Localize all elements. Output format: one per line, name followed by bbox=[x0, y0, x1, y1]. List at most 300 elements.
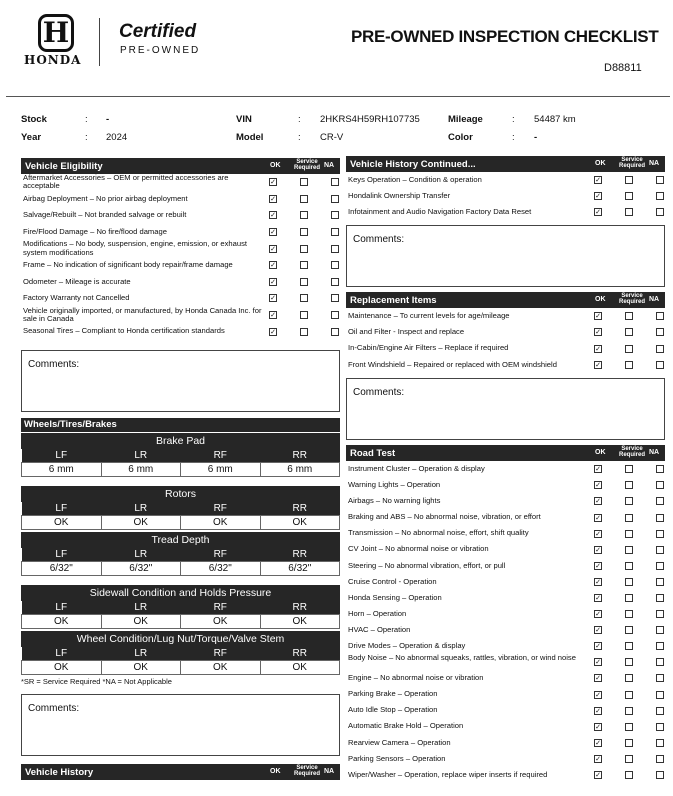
tire-position-label: RF bbox=[181, 548, 261, 562]
ok-checkbox[interactable]: ✓ bbox=[270, 229, 276, 237]
service-required-checkbox[interactable] bbox=[625, 691, 633, 699]
ok-checkbox[interactable]: ✓ bbox=[595, 578, 601, 586]
service-required-checkbox[interactable] bbox=[625, 642, 633, 650]
service-required-checkbox[interactable] bbox=[625, 707, 633, 715]
tire-position-label: RF bbox=[181, 449, 261, 463]
tire-position-label: RR bbox=[260, 601, 340, 615]
checklist-item-label: Warning Lights – Operation bbox=[348, 480, 441, 490]
na-checkbox[interactable] bbox=[656, 771, 664, 779]
wheels-header: Wheels/Tires/Brakes bbox=[21, 418, 340, 432]
checklist-row bbox=[21, 323, 340, 340]
service-required-checkbox[interactable] bbox=[625, 658, 633, 666]
ok-checkbox[interactable]: ✓ bbox=[595, 530, 601, 538]
na-checkbox[interactable] bbox=[331, 278, 339, 286]
na-checkbox[interactable] bbox=[331, 195, 339, 203]
checklist-row bbox=[346, 188, 665, 204]
service-required-checkbox[interactable] bbox=[300, 261, 308, 269]
col-ok: OK bbox=[595, 296, 606, 303]
service-required-checkbox[interactable] bbox=[625, 312, 633, 320]
na-checkbox[interactable] bbox=[656, 707, 664, 715]
section-title: Vehicle History Continued... bbox=[350, 159, 476, 170]
service-required-checkbox[interactable] bbox=[300, 228, 308, 236]
ok-checkbox[interactable]: ✓ bbox=[270, 295, 276, 303]
tire-value: 6 mm bbox=[260, 462, 340, 476]
tire-value: OK bbox=[260, 660, 340, 674]
na-checkbox[interactable] bbox=[331, 228, 339, 236]
tire-value: 6/32" bbox=[101, 561, 181, 575]
col-na: NA bbox=[649, 296, 660, 303]
ok-checkbox[interactable]: ✓ bbox=[270, 262, 276, 270]
na-checkbox[interactable] bbox=[656, 546, 664, 554]
service-required-checkbox[interactable] bbox=[625, 481, 633, 489]
service-required-checkbox[interactable] bbox=[300, 178, 308, 186]
section-title: Replacement Items bbox=[350, 295, 437, 306]
pre-owned-label: PRE-OWNED bbox=[120, 45, 201, 56]
colon: : bbox=[85, 114, 88, 125]
col-na: NA bbox=[649, 449, 660, 457]
checklist-row bbox=[346, 735, 665, 751]
checklist-row bbox=[346, 526, 665, 542]
checklist-item-label: Keys Operation – Condition & operation bbox=[348, 174, 482, 184]
checklist-row bbox=[346, 622, 665, 638]
checklist-row bbox=[346, 324, 665, 340]
tire-value: 6/32" bbox=[181, 561, 261, 575]
year-label: Year bbox=[21, 132, 42, 143]
na-checkbox[interactable] bbox=[656, 208, 664, 216]
mileage-value: 54487 km bbox=[534, 114, 576, 125]
ok-checkbox[interactable]: ✓ bbox=[595, 209, 601, 216]
checklist-item-label: Drive Modes – Operation & display bbox=[348, 641, 466, 651]
service-required-checkbox[interactable] bbox=[625, 674, 633, 682]
checklist-row bbox=[346, 767, 665, 783]
col-ok: OK bbox=[270, 162, 281, 169]
ok-checkbox[interactable]: ✓ bbox=[595, 643, 601, 651]
tire-value: OK bbox=[22, 614, 102, 628]
tire-value: OK bbox=[181, 515, 261, 529]
service-required-checkbox[interactable] bbox=[625, 578, 633, 586]
wheel-condition-title: Wheel Condition/Lug Nut/Torque/Valve Stem bbox=[21, 631, 340, 647]
ok-checkbox[interactable]: ✓ bbox=[595, 177, 601, 184]
na-checkbox[interactable] bbox=[656, 626, 664, 634]
service-required-checkbox[interactable] bbox=[625, 328, 633, 336]
service-required-checkbox[interactable] bbox=[625, 465, 633, 473]
vin-value: 2HKRS4H59RH107735 bbox=[320, 114, 420, 125]
ok-checkbox[interactable]: ✓ bbox=[595, 707, 601, 715]
tire-position-label: LF bbox=[22, 502, 102, 516]
checklist-row bbox=[21, 207, 340, 224]
ok-checkbox[interactable]: ✓ bbox=[270, 179, 276, 187]
tire-position-label: LR bbox=[101, 502, 181, 516]
ok-checkbox[interactable]: ✓ bbox=[595, 723, 601, 731]
tire-value: OK bbox=[101, 614, 181, 628]
service-required-checkbox[interactable] bbox=[625, 739, 633, 747]
checklist-item-label: Fire/Flood Damage – No fire/flood damage bbox=[23, 226, 167, 236]
ok-checkbox[interactable]: ✓ bbox=[595, 594, 601, 602]
checklist-row bbox=[346, 687, 665, 703]
vin-label: VIN bbox=[236, 114, 252, 125]
ok-checkbox[interactable]: ✓ bbox=[595, 611, 601, 619]
section-title: Road Test bbox=[350, 448, 396, 460]
col-service-required: Service Required bbox=[618, 446, 645, 459]
ok-checkbox[interactable]: ✓ bbox=[270, 278, 276, 286]
checklist-row bbox=[346, 654, 665, 670]
ok-checkbox[interactable]: ✓ bbox=[270, 312, 276, 320]
right-column bbox=[346, 156, 665, 783]
ok-checkbox[interactable]: ✓ bbox=[595, 755, 601, 763]
section-header-history bbox=[21, 764, 340, 780]
logo-divider bbox=[99, 18, 100, 66]
eligibility-list bbox=[21, 174, 340, 340]
service-required-checkbox[interactable] bbox=[625, 562, 633, 570]
ok-checkbox[interactable]: ✓ bbox=[595, 313, 601, 321]
comments-label: Comments: bbox=[28, 358, 80, 370]
na-checkbox[interactable] bbox=[656, 755, 664, 763]
service-required-checkbox[interactable] bbox=[300, 311, 308, 319]
na-checkbox[interactable] bbox=[656, 465, 664, 473]
tire-value: 6 mm bbox=[22, 462, 102, 476]
service-required-checkbox[interactable] bbox=[625, 610, 633, 618]
brake-pad-title: Brake Pad bbox=[21, 433, 340, 449]
service-required-checkbox[interactable] bbox=[300, 278, 308, 286]
col-ok: OK bbox=[595, 160, 606, 167]
checklist-row bbox=[21, 224, 340, 241]
service-required-checkbox[interactable] bbox=[625, 176, 633, 184]
col-na: NA bbox=[324, 767, 335, 775]
tire-value: OK bbox=[22, 660, 102, 674]
checklist-row bbox=[346, 461, 665, 477]
checklist-item-label: Parking Brake – Operation bbox=[348, 689, 438, 699]
year-value: 2024 bbox=[106, 132, 128, 143]
service-required-checkbox[interactable] bbox=[625, 208, 633, 216]
col-service-required: Service Required bbox=[293, 764, 320, 777]
history-continued-list bbox=[346, 172, 665, 220]
sidewall-title: Sidewall Condition and Holds Pressure bbox=[21, 585, 340, 601]
checklist-row bbox=[346, 719, 665, 735]
ok-checkbox[interactable]: ✓ bbox=[595, 772, 601, 780]
na-checkbox[interactable] bbox=[656, 578, 664, 586]
tire-position-label: RR bbox=[260, 548, 340, 562]
ok-checkbox[interactable]: ✓ bbox=[595, 466, 601, 474]
comments-box-replacement[interactable] bbox=[346, 378, 665, 440]
checklist-row bbox=[21, 290, 340, 307]
checklist-item-label: Body Noise – No abnormal squeaks, rattles, vibration, or wind noise bbox=[348, 652, 576, 662]
ok-checkbox[interactable]: ✓ bbox=[270, 195, 276, 203]
checklist-row bbox=[346, 542, 665, 558]
tire-position-label: RR bbox=[260, 647, 340, 661]
road-test-list bbox=[346, 461, 665, 783]
na-checkbox[interactable] bbox=[656, 610, 664, 618]
checklist-item-label: Odometer – Mileage is accurate bbox=[23, 276, 131, 286]
tire-value: OK bbox=[181, 614, 261, 628]
color-label: Color bbox=[448, 132, 473, 143]
na-checkbox[interactable] bbox=[656, 739, 664, 747]
na-checkbox[interactable] bbox=[331, 261, 339, 269]
checklist-row bbox=[346, 341, 665, 357]
section-title: Vehicle Eligibility bbox=[25, 161, 103, 172]
na-checkbox[interactable] bbox=[656, 674, 664, 682]
service-required-checkbox[interactable] bbox=[625, 771, 633, 779]
section-header-replacement bbox=[346, 292, 665, 308]
checklist-item-label: Vehicle originally imported, or manufactured, by Honda Canada Inc. for sale in Canada bbox=[23, 305, 262, 324]
checklist-item-label: Parking Sensors – Operation bbox=[348, 753, 446, 763]
na-checkbox[interactable] bbox=[656, 345, 664, 353]
colon: : bbox=[512, 114, 515, 125]
checklist-row bbox=[346, 574, 665, 590]
service-required-checkbox[interactable] bbox=[625, 497, 633, 505]
col-service-required: Service Required bbox=[618, 293, 645, 305]
colon: : bbox=[512, 132, 515, 143]
checklist-row bbox=[346, 172, 665, 188]
ok-checkbox[interactable]: ✓ bbox=[595, 562, 601, 570]
na-checkbox[interactable] bbox=[656, 642, 664, 650]
checklist-row bbox=[346, 477, 665, 493]
checklist-row bbox=[21, 307, 340, 324]
service-required-checkbox[interactable] bbox=[625, 361, 633, 369]
na-checkbox[interactable] bbox=[656, 176, 664, 184]
na-checkbox[interactable] bbox=[331, 311, 339, 319]
ok-checkbox[interactable]: ✓ bbox=[595, 362, 601, 370]
tire-position-label: LF bbox=[22, 548, 102, 562]
na-checkbox[interactable] bbox=[656, 312, 664, 320]
na-checkbox[interactable] bbox=[331, 211, 339, 219]
na-checkbox[interactable] bbox=[656, 328, 664, 336]
na-checkbox[interactable] bbox=[331, 328, 339, 336]
service-required-checkbox[interactable] bbox=[300, 294, 308, 302]
checklist-item-label: Horn – Operation bbox=[348, 608, 407, 618]
footnote: *SR = Service Required *NA = Not Applicable bbox=[21, 676, 172, 686]
ok-checkbox[interactable]: ✓ bbox=[595, 659, 601, 667]
col-service-required: Service Required bbox=[618, 157, 645, 169]
comments-label: Comments: bbox=[353, 387, 405, 399]
mileage-label: Mileage bbox=[448, 114, 483, 125]
tire-value: OK bbox=[101, 515, 181, 529]
checklist-row bbox=[346, 509, 665, 525]
comments-box-history[interactable] bbox=[346, 225, 665, 287]
checklist-row bbox=[346, 670, 665, 686]
wheel-condition-table bbox=[21, 647, 340, 675]
tire-value: OK bbox=[22, 515, 102, 529]
model-label: Model bbox=[236, 132, 264, 143]
checklist-item-label: Front Windshield – Repaired or replaced with OEM windshield bbox=[348, 359, 557, 369]
col-ok: OK bbox=[595, 449, 606, 457]
section-header-history-continued bbox=[346, 156, 665, 172]
checklist-row bbox=[346, 204, 665, 220]
checklist-item-label: Braking and ABS – No abnormal noise, vibration, or effort bbox=[348, 512, 541, 522]
comments-box-wheels[interactable] bbox=[21, 694, 340, 756]
checklist-item-label: Wiper/Washer – Operation, replace wiper inserts if required bbox=[348, 769, 548, 779]
ok-checkbox[interactable]: ✓ bbox=[595, 546, 601, 554]
document-id: D88811 bbox=[604, 62, 642, 74]
na-checkbox[interactable] bbox=[656, 691, 664, 699]
checklist-row bbox=[21, 240, 340, 257]
checklist-row bbox=[346, 703, 665, 719]
tire-position-label: RF bbox=[181, 647, 261, 661]
checklist-row bbox=[346, 308, 665, 324]
sidewall-table bbox=[21, 601, 340, 629]
ok-checkbox[interactable]: ✓ bbox=[595, 193, 601, 200]
checklist-row bbox=[346, 590, 665, 606]
checklist-item-label: Rearview Camera – Operation bbox=[348, 737, 451, 747]
checklist-row bbox=[21, 257, 340, 274]
section-header-road-test bbox=[346, 445, 665, 461]
na-checkbox[interactable] bbox=[656, 562, 664, 570]
service-required-checkbox[interactable] bbox=[625, 755, 633, 763]
checklist-item-label: Oil and Filter - Inspect and replace bbox=[348, 327, 465, 337]
checklist-row bbox=[21, 191, 340, 208]
tire-position-label: RR bbox=[260, 449, 340, 463]
checklist-item-label: Salvage/Rebuilt – Not branded salvage or rebuilt bbox=[23, 210, 187, 220]
ok-checkbox[interactable]: ✓ bbox=[595, 627, 601, 635]
ok-checkbox[interactable]: ✓ bbox=[270, 212, 276, 220]
left-column bbox=[21, 158, 340, 780]
checklist-item-label: Maintenance – To current levels for age/mileage bbox=[348, 310, 510, 320]
brake-pad-table bbox=[21, 449, 340, 477]
color-value: - bbox=[534, 132, 538, 143]
checklist-item-label: Infotainment and Audio Navigation Factory Data Reset bbox=[348, 206, 532, 216]
checklist-item-label: Hondalink Ownership Transfer bbox=[348, 190, 451, 200]
header-divider bbox=[6, 96, 670, 97]
stock-value: - bbox=[106, 114, 110, 125]
ok-checkbox[interactable]: ✓ bbox=[595, 482, 601, 490]
service-required-checkbox[interactable] bbox=[300, 328, 308, 336]
ok-checkbox[interactable]: ✓ bbox=[595, 691, 601, 699]
col-na: NA bbox=[649, 160, 660, 167]
comments-label: Comments: bbox=[28, 702, 80, 714]
tire-position-label: LR bbox=[101, 548, 181, 562]
section-header-eligibility bbox=[21, 158, 340, 174]
colon: : bbox=[85, 132, 88, 143]
na-checkbox[interactable] bbox=[656, 497, 664, 505]
stock-label: Stock bbox=[21, 114, 47, 125]
col-ok: OK bbox=[270, 767, 281, 775]
tire-value: 6/32" bbox=[22, 561, 102, 575]
tire-value: 6 mm bbox=[181, 462, 261, 476]
checklist-item-label: Automatic Brake Hold – Operation bbox=[348, 721, 464, 731]
checklist-row bbox=[346, 493, 665, 509]
tire-value: OK bbox=[260, 515, 340, 529]
tire-position-label: LR bbox=[101, 647, 181, 661]
checklist-item-label: CV Joint – No abnormal noise or vibration bbox=[348, 544, 489, 554]
checklist-item-label: HVAC – Operation bbox=[348, 624, 411, 634]
checklist-item-label: Airbag Deployment – No prior airbag deployment bbox=[23, 193, 188, 203]
service-required-checkbox[interactable] bbox=[300, 195, 308, 203]
checklist-item-label: Cruise Control - Operation bbox=[348, 576, 437, 586]
checklist-item-label: Honda Sensing – Operation bbox=[348, 592, 442, 602]
colon: : bbox=[298, 114, 301, 125]
tire-value: OK bbox=[181, 660, 261, 674]
tire-position-label: RF bbox=[181, 601, 261, 615]
service-required-checkbox[interactable] bbox=[300, 245, 308, 253]
checklist-row bbox=[346, 638, 665, 654]
col-service-required: Service Required bbox=[293, 159, 320, 171]
checklist-row bbox=[346, 751, 665, 767]
checklist-item-label: Steering – No abnormal vibration, effort, or pull bbox=[348, 560, 506, 570]
rotors-title: Rotors bbox=[21, 486, 340, 502]
honda-wordmark: HONDA bbox=[24, 53, 82, 67]
checklist-item-label: In-Cabin/Engine Air Filters – Replace if required bbox=[348, 343, 509, 353]
checklist-item-label: Aftermarket Accessories – OEM or permitted accessories are acceptable bbox=[23, 172, 229, 191]
service-required-checkbox[interactable] bbox=[300, 211, 308, 219]
comments-label: Comments: bbox=[353, 234, 405, 245]
na-checkbox[interactable] bbox=[656, 530, 664, 538]
na-checkbox[interactable] bbox=[331, 245, 339, 253]
service-required-checkbox[interactable] bbox=[625, 345, 633, 353]
replacement-list bbox=[346, 308, 665, 373]
ok-checkbox[interactable]: ✓ bbox=[595, 514, 601, 522]
checklist-row bbox=[21, 174, 340, 191]
col-na: NA bbox=[324, 162, 335, 169]
na-checkbox[interactable] bbox=[331, 178, 339, 186]
certified-label: Certified bbox=[119, 21, 197, 42]
colon: : bbox=[298, 132, 301, 143]
service-required-checkbox[interactable] bbox=[625, 192, 633, 200]
na-checkbox[interactable] bbox=[656, 658, 664, 666]
service-required-checkbox[interactable] bbox=[625, 594, 633, 602]
service-required-checkbox[interactable] bbox=[625, 530, 633, 538]
comments-box-eligibility[interactable] bbox=[21, 350, 340, 412]
na-checkbox[interactable] bbox=[656, 481, 664, 489]
checklist-item-label: Engine – No abnormal noise or vibration bbox=[348, 673, 484, 683]
checklist-row bbox=[21, 274, 340, 291]
na-checkbox[interactable] bbox=[331, 294, 339, 302]
tire-position-label: LF bbox=[22, 449, 102, 463]
service-required-checkbox[interactable] bbox=[625, 546, 633, 554]
ok-checkbox[interactable]: ✓ bbox=[270, 245, 276, 253]
na-checkbox[interactable] bbox=[656, 594, 664, 602]
rotors-table bbox=[21, 502, 340, 530]
ok-checkbox[interactable]: ✓ bbox=[595, 329, 601, 337]
service-required-checkbox[interactable] bbox=[625, 514, 633, 522]
checklist-item-label: Modifications – No body, suspension, engine, emission, or exhaust system modifications bbox=[23, 239, 248, 257]
ok-checkbox[interactable]: ✓ bbox=[595, 675, 601, 683]
na-checkbox[interactable] bbox=[656, 361, 664, 369]
tread-depth-title: Tread Depth bbox=[21, 532, 340, 548]
checklist-item-label: Frame – No indication of significant body repair/frame damage bbox=[23, 260, 233, 270]
tire-position-label: LR bbox=[101, 601, 181, 615]
na-checkbox[interactable] bbox=[656, 192, 664, 200]
checklist-item-label: Factory Warranty not Cancelled bbox=[23, 293, 130, 303]
tire-position-label: LF bbox=[22, 601, 102, 615]
honda-h-logo-icon bbox=[38, 14, 74, 52]
ok-checkbox[interactable]: ✓ bbox=[595, 739, 601, 747]
section-title: Vehicle History bbox=[25, 766, 94, 778]
checklist-row bbox=[346, 558, 665, 574]
checklist-item-label: Transmission – No abnormal noise, effort, shift quality bbox=[348, 528, 529, 538]
checklist-item-label: Seasonal Tires – Compliant to Honda certification standards bbox=[23, 326, 225, 336]
ok-checkbox[interactable]: ✓ bbox=[270, 328, 276, 336]
service-required-checkbox[interactable] bbox=[625, 723, 633, 731]
checklist-item-label: Auto Idle Stop – Operation bbox=[348, 705, 438, 715]
page-title: PRE-OWNED INSPECTION CHECKLIST bbox=[351, 27, 659, 46]
tire-position-label: RR bbox=[260, 502, 340, 516]
checklist-item-label: Airbags – No warning lights bbox=[348, 496, 441, 506]
checklist-item-label: Instrument Cluster – Operation & display bbox=[348, 463, 485, 473]
checklist-row bbox=[346, 357, 665, 373]
tire-value: 6 mm bbox=[101, 462, 181, 476]
tire-position-label: LF bbox=[22, 647, 102, 661]
checklist-row bbox=[346, 606, 665, 622]
service-required-checkbox[interactable] bbox=[625, 626, 633, 634]
na-checkbox[interactable] bbox=[656, 723, 664, 731]
tread-depth-table bbox=[21, 548, 340, 576]
tire-value: OK bbox=[260, 614, 340, 628]
tire-value: OK bbox=[101, 660, 181, 674]
na-checkbox[interactable] bbox=[656, 514, 664, 522]
tire-position-label: LR bbox=[101, 449, 181, 463]
ok-checkbox[interactable]: ✓ bbox=[595, 345, 601, 353]
tire-value: 6/32" bbox=[260, 561, 340, 575]
ok-checkbox[interactable]: ✓ bbox=[595, 498, 601, 506]
